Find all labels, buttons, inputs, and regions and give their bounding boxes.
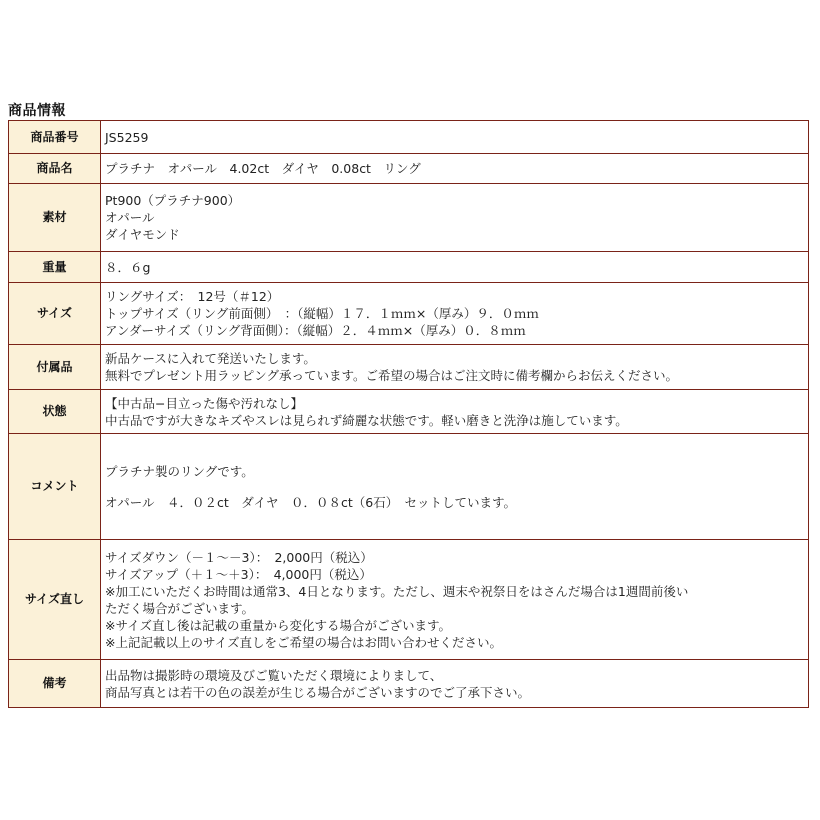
table-row [9,660,809,708]
value-line: 新品ケースに入れて発送いたします。 [105,351,316,366]
value-line: 出品物は撮影時の環境及びご覧いただく環境によりまして、 [105,667,443,683]
row-value-accessories [101,345,809,390]
value-line-spacer [105,480,804,494]
row-value-product-number [101,121,809,154]
row-label-comment: コメント [9,434,101,540]
row-value-size [101,283,809,345]
row-label-weight: 重量 [9,252,101,283]
table-row [9,184,809,252]
table-row [9,283,809,345]
value-line: ８．６g [105,259,151,275]
value-line: JS5259 [105,129,149,145]
row-value-notes [101,660,809,708]
product-info-table [8,120,809,708]
row-label-material: 素材 [9,184,101,252]
value-line: トップサイズ（リング前面側） ：（縦幅）１７．１ｍｍ×（厚み）９．０ｍｍ [105,306,539,321]
value-line: アンダーサイズ（リング背面側）：（縦幅）２．４ｍｍ×（厚み）０．８ｍｍ [105,323,526,338]
value-line: 商品写真とは若干の色の誤差が生じる場合がございますのでご了承下さい。 [105,684,531,700]
section-title: 商品情報 [8,103,66,119]
value-line: リングサイズ： 12号（＃12） [105,289,280,304]
row-value-comment [101,434,809,540]
value-line: ※加工にいただくお時間は通常3、4日となります。ただし、週末や祝祭日をはさんだ場合は1週間前後い [105,583,689,599]
table-row [9,390,809,434]
table-row [9,252,809,283]
value-line: オパール ４．０２ct ダイヤ ０．０８ct（6石） セットしています。 [105,494,517,510]
value-line: サイズアップ（＋１～＋3）： 4,000円（税込） [105,566,372,582]
table-row [9,154,809,184]
row-label-product-number: 商品番号 [9,121,101,154]
value-line: ※サイズ直し後は記載の重量から変化する場合がございます。 [105,617,451,633]
table-row [9,434,809,540]
value-line: プラチナ製のリングです。 [105,463,254,479]
table-row [9,540,809,660]
value-line: サイズダウン（－１～－3）： 2,000円（税込） [105,549,373,565]
value-line: ※上記記載以上のサイズ直しをご希望の場合はお問い合わせください。 [105,634,502,650]
value-line: 中古品ですが大きなキズやスレは見られず綺麗な状態です。軽い磨きと洗浄は施しています。 [105,412,628,428]
table-row [9,121,809,154]
value-line: Pt900（プラチナ900） [105,193,241,208]
row-value-weight [101,252,809,283]
table-row [9,345,809,390]
row-value-product-name [101,154,809,184]
value-line: プラチナ オパール 4.02ct ダイヤ 0.08ct リング [105,161,421,176]
value-line: オパール [105,210,155,225]
row-label-resize: サイズ直し [9,540,101,660]
row-label-size: サイズ [9,283,101,345]
value-line: ダイヤモンド [105,227,180,242]
row-value-condition [101,390,809,434]
value-line: 【中古品−目立った傷や汚れなし】 [105,395,303,411]
value-line: 無料でプレゼント用ラッピング承っています。ご希望の場合はご注文時に備考欄からお伝えください。 [105,368,679,383]
value-line: ただく場合がございます。 [105,600,255,616]
row-value-resize [101,540,809,660]
row-label-condition: 状態 [9,390,101,434]
row-label-product-name: 商品名 [9,154,101,184]
row-label-accessories: 付属品 [9,345,101,390]
row-label-notes: 備考 [9,660,101,708]
row-value-material [101,184,809,252]
